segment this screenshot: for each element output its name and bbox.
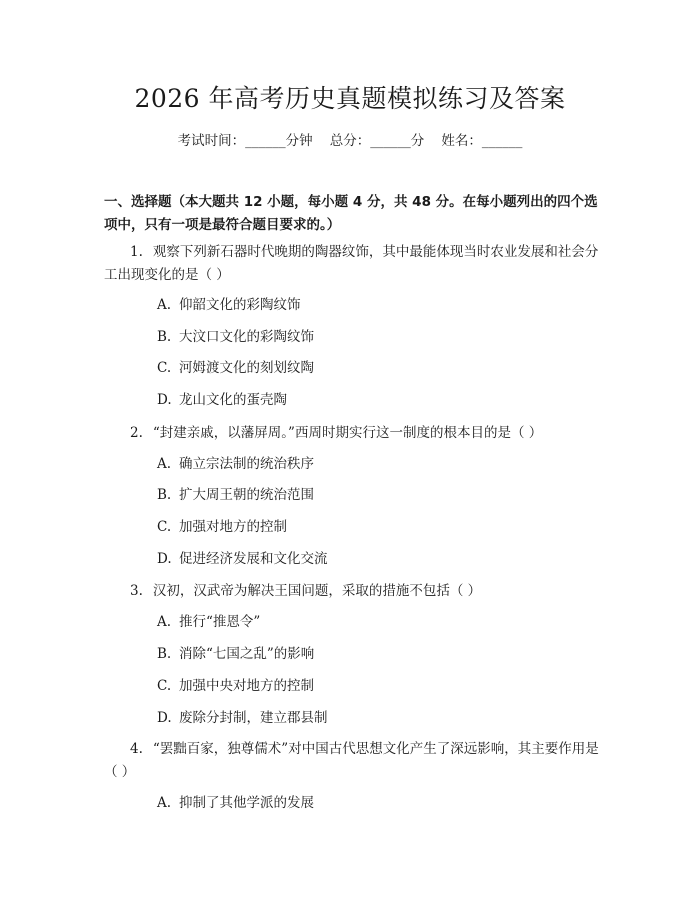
option-3c	[157, 676, 597, 696]
option-1b	[157, 327, 597, 347]
option-2b	[157, 485, 597, 505]
option-letter: C.	[157, 360, 172, 376]
question-number: 4.	[130, 741, 143, 757]
option-text: 扩大周王朝的统治范围	[179, 487, 314, 503]
question-stem: 观察下列新石器时代晚期的陶器纹饰，其中最能体现当时农业发展和社会分工出现变化的是（ ）	[104, 244, 599, 283]
option-3d	[157, 708, 597, 728]
option-text: 确立宗法制的统治秩序	[179, 456, 314, 472]
option-letter: B.	[157, 329, 172, 345]
question-stem: “封建亲戚，以藩屏周。”西周时期实行这一制度的根本目的是（ ）	[152, 425, 543, 441]
question-number: 3.	[130, 583, 143, 599]
option-text: 龙山文化的蛋壳陶	[179, 392, 287, 408]
option-text: 大汶口文化的彩陶纹饰	[179, 329, 314, 345]
option-2d	[157, 549, 597, 569]
question-number: 2.	[130, 425, 143, 441]
option-text: 河姆渡文化的刻划纹陶	[179, 360, 314, 376]
option-text: 推行“推恩令”	[179, 614, 261, 630]
option-text: 废除分封制，建立郡县制	[179, 710, 328, 726]
option-1c	[157, 358, 597, 378]
option-letter: D.	[157, 551, 172, 567]
option-text: 促进经济发展和文化交流	[179, 551, 328, 567]
option-3b	[157, 644, 597, 664]
option-letter: D.	[157, 710, 172, 726]
question-4	[104, 738, 604, 784]
option-text: 加强对地方的控制	[179, 519, 287, 535]
question-2	[104, 422, 604, 445]
option-1d	[157, 390, 597, 410]
page-title: 2026 年高考历史真题模拟练习及答案	[134, 84, 566, 113]
option-letter: A.	[157, 456, 172, 472]
option-letter: B.	[157, 487, 172, 503]
option-letter: D.	[157, 392, 172, 408]
question-1	[104, 241, 604, 287]
exam-info-line: 考试时间：______分钟 总分：______分 姓名：______	[177, 133, 523, 149]
section-heading: 一、选择题（本大题共 12 小题，每小题 4 分，共 48 分。在每小题列出的四个选项中，只有一项是最符合题目要求的。）	[104, 194, 598, 233]
option-text: 加强中央对地方的控制	[179, 678, 314, 694]
option-letter: A.	[157, 795, 172, 811]
option-text: 抑制了其他学派的发展	[179, 795, 314, 811]
option-2c	[157, 517, 597, 537]
question-number: 1.	[130, 244, 143, 260]
option-text: 消除“七国之乱”的影响	[179, 646, 315, 662]
question-stem: “罢黜百家，独尊儒术”对中国古代思想文化产生了深远影响，其主要作用是（ ）	[104, 741, 599, 780]
option-letter: A.	[157, 614, 172, 630]
option-text: 仰韶文化的彩陶纹饰	[179, 297, 301, 313]
option-3a	[157, 612, 597, 632]
option-letter: C.	[157, 519, 172, 535]
question-stem: 汉初，汉武帝为解决王国问题，采取的措施不包括（ ）	[152, 583, 482, 599]
option-1a	[157, 295, 597, 315]
question-3	[104, 580, 604, 603]
option-letter: A.	[157, 297, 172, 313]
option-2a	[157, 454, 597, 474]
option-letter: B.	[157, 646, 172, 662]
option-4a	[157, 793, 597, 813]
option-letter: C.	[157, 678, 172, 694]
